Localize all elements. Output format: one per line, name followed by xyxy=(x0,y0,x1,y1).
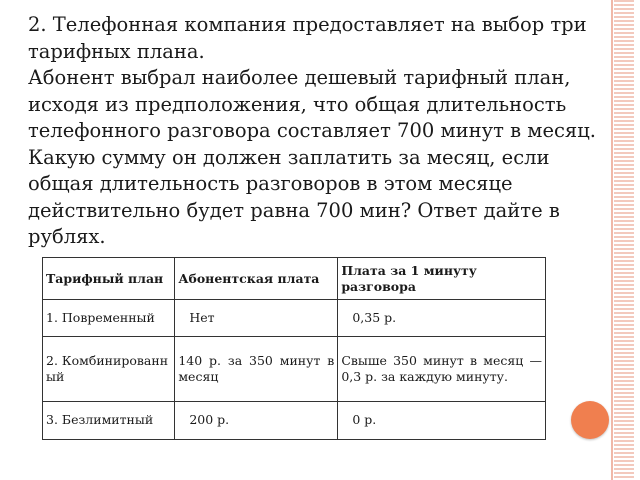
row1-rate: 0,35 р. xyxy=(338,300,546,336)
row2-plan: 2. Комбинированный xyxy=(43,336,175,401)
side-decor-stripes xyxy=(614,0,634,480)
problem-text xyxy=(28,12,604,251)
side-decor-line xyxy=(611,0,613,480)
table-row xyxy=(43,336,546,401)
row3-rate: 0 р. xyxy=(338,401,546,439)
row3-plan: 3. Безлимитный xyxy=(43,401,175,439)
table-header-row xyxy=(43,258,546,300)
row1-fee: Нет xyxy=(175,300,338,336)
tariff-table xyxy=(42,257,546,440)
table-row xyxy=(43,300,546,336)
problem-intro: 2. Телефонная компания предоставляет на выбор три тарифных плана. xyxy=(28,13,587,63)
row1-plan: 1. Повременный xyxy=(43,300,175,336)
header-rate: Плата за 1 минуту разговора xyxy=(338,258,546,300)
next-slide-button[interactable] xyxy=(571,401,609,439)
header-plan: Тарифный план xyxy=(43,258,175,300)
row2-fee: 140 р. за 350 минут в месяц xyxy=(175,336,338,401)
header-fee: Абонентская плата xyxy=(175,258,338,300)
row3-fee: 200 р. xyxy=(175,401,338,439)
table-row xyxy=(43,401,546,439)
row2-rate: Свыше 350 минут в месяц — 0,3 р. за каждую минуту. xyxy=(338,336,546,401)
problem-question: Абонент выбрал наиболее дешевый тарифный план, исходя из предположения, что общая длительность телефонного разговора составляет 700 минут в месяц. Какую сумму он должен заплатить за месяц, если общая длительность разговоров в этом месяце действительно будет равна 700 мин? Ответ дайте в рублях. xyxy=(28,66,596,248)
